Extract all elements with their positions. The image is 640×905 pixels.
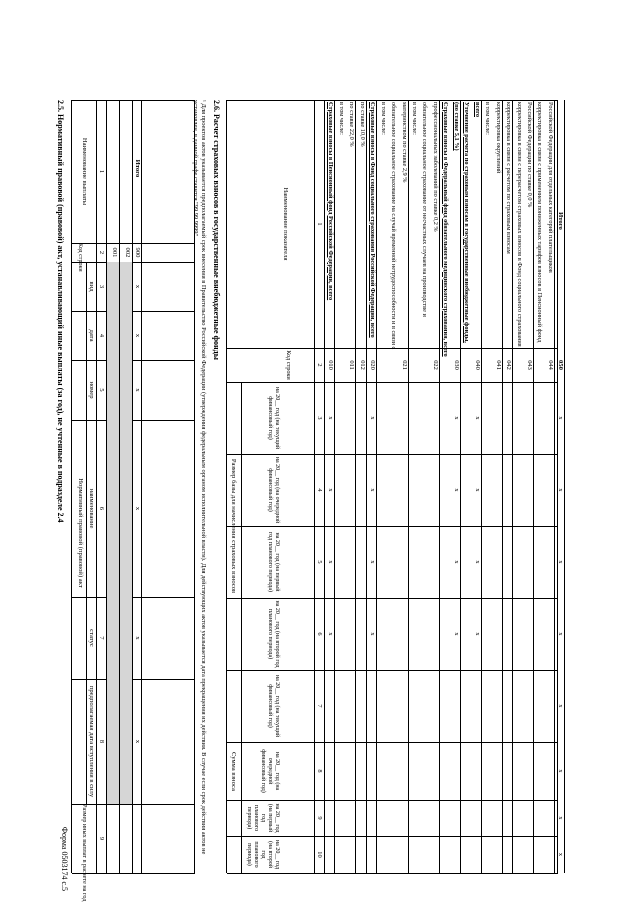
column-rule <box>227 670 558 671</box>
row-code-020: 020 <box>369 360 377 370</box>
row-code-030: 030 <box>452 360 460 370</box>
column-number: 6 <box>316 632 323 636</box>
indicator-row: по ставке 22,0 % <box>348 102 356 147</box>
total-cross: x <box>134 739 141 744</box>
period-header: на 20__ год (на второй год планового периода) <box>267 600 280 668</box>
indicator-row: по ставке 10,0 % <box>358 102 366 147</box>
row-code-041: 041 <box>494 360 502 370</box>
total-cross: x <box>557 852 565 857</box>
total-rule <box>564 100 565 873</box>
total-rule <box>141 100 142 873</box>
status-header: статус <box>88 629 95 647</box>
column-number: 3 <box>98 284 105 289</box>
indicator-row: профессиональных заболеваний по ставке 0,2 % <box>431 102 439 232</box>
row-rule <box>502 100 503 873</box>
status-date-header: предполагаемая дата вступления в силу <box>88 685 95 798</box>
row-code-044: 044 <box>546 360 554 370</box>
column-number: 4 <box>98 333 105 338</box>
total-cross: x <box>557 704 565 708</box>
indicator-row: в том числе: <box>484 102 492 135</box>
indicator-row: Страховые взносы в Фонд социального страхования Российской Федерации, всего <box>369 102 377 338</box>
indicator-row: корректировка в связи с применением пониженных тарифов взносов в Пенсионный фонд <box>536 102 544 343</box>
act-group-header: Нормативный правовой (правовой) акт <box>77 478 84 588</box>
cross-mark: x <box>369 416 377 420</box>
period-header: на 20__ год (на первый год планового периода) <box>246 803 280 833</box>
indicator-row: корректировка округлений <box>494 102 502 174</box>
total-cross: x <box>134 333 141 338</box>
column-number: 2 <box>316 363 323 367</box>
row-code-040: 040 <box>473 360 481 370</box>
row-code-011: 011 <box>348 360 356 370</box>
indicator-row: Страховые взносы в Пенсионный фонд Российской Федерации, всего <box>327 102 335 301</box>
row-rule <box>366 100 367 873</box>
cross-mark: x <box>473 560 481 564</box>
indicator-row: обязательное социальное страхование от несчастных случаев на производстве и <box>421 102 429 317</box>
type-header: вид <box>88 281 95 292</box>
column-number: 2 <box>98 250 105 255</box>
row-code-022: 022 <box>431 360 439 370</box>
cross-mark: x <box>452 416 460 420</box>
column-rule <box>227 382 558 383</box>
row-rule <box>554 100 555 873</box>
total-cross: x <box>557 488 565 492</box>
section-25-title: 2.5. Нормативный правовой (правовой) акт, устанавливающий иные выплаты (за год), не учтенные в подразделе 2.4 <box>56 100 65 523</box>
row-code-043: 043 <box>526 360 533 370</box>
cross-mark: x <box>452 632 460 636</box>
column-rule <box>227 800 558 801</box>
period-header: на 20__ год (на текущий финансовый год) <box>267 674 280 738</box>
total-cross: x <box>557 769 565 773</box>
indicator-row: (по ставке 5,1 %) <box>452 102 460 151</box>
indicator-row: материнством по ставке 2,9 % <box>400 102 408 183</box>
cross-mark: x <box>327 632 335 636</box>
table-top-border <box>71 100 72 873</box>
period-header: на 20__ год (на очередной финансовый год) <box>260 749 280 793</box>
column-number: 8 <box>316 769 323 773</box>
section-26-title: 2.6. Расчет страховых взносов в государственные внебюджетные фонды <box>212 100 221 360</box>
row-rule <box>460 100 461 873</box>
indicator-row: Российской Федерации по ставке 0,0 % <box>526 102 533 208</box>
cross-mark: x <box>327 488 335 492</box>
row-code-header: Код строки <box>285 350 292 380</box>
column-rule <box>227 836 558 837</box>
column-number: 3 <box>316 416 323 420</box>
cross-mark: x <box>369 560 377 564</box>
shaded-cells <box>107 262 133 804</box>
column-number: 7 <box>316 704 323 708</box>
payment-name-header: Наименование выплаты <box>81 137 88 206</box>
total-cross: x <box>557 816 565 820</box>
period-header: на 20__ год (на второй год планового периода) <box>246 839 280 870</box>
name-header: наименование <box>88 488 95 529</box>
indicator-row: корректировка в связи с перерасчетом страховых взносов в Фонд социального страхования <box>515 102 523 347</box>
cross-mark: x <box>473 488 481 492</box>
row-code-002: 002 <box>124 247 131 258</box>
cross-mark: x <box>473 632 481 636</box>
column-number: 1 <box>98 169 105 174</box>
cross-mark: x <box>327 416 335 420</box>
column-rule <box>227 526 558 527</box>
indicator-row: корректировка в связи с расчетом по страховым взносам <box>505 102 513 254</box>
indicator-row: Страховые взносы в Федеральный фонд обязательного медицинского страхования, всего <box>442 102 450 357</box>
cross-mark: x <box>369 488 377 492</box>
cross-mark: x <box>473 416 481 420</box>
row-rule <box>355 100 356 873</box>
sum-group-header: Сумма взноса <box>230 752 237 791</box>
section-25-footnote-line1 <box>190 100 207 860</box>
column-number: 6 <box>98 506 105 511</box>
column-number: 1 <box>316 222 323 226</box>
table-right-border <box>72 873 195 874</box>
total-cross: x <box>134 284 141 289</box>
total-label: Итого <box>557 212 565 230</box>
total-cross: x <box>134 636 141 640</box>
total-label: Итого <box>134 159 141 178</box>
total-cross: x <box>134 388 141 392</box>
row-code-042: 042 <box>505 360 513 370</box>
indicator-row: в том числе: <box>379 102 387 135</box>
row-code-header: Код строки <box>77 243 83 272</box>
total-code: 900 <box>134 247 141 258</box>
period-header: на 20__ год (на первый год планового периода) <box>267 532 280 592</box>
cross-mark: x <box>452 488 460 492</box>
indicator-row: Уточнение расчета по страховым взносам в государственные внебюджетные фонды, <box>463 102 471 343</box>
column-rule <box>227 598 558 599</box>
column-number-row-bottom <box>324 100 325 873</box>
number-header: номер <box>88 381 95 399</box>
column-number: 9 <box>98 836 105 841</box>
indicator-row: в том числе: <box>337 102 345 135</box>
table-top-border <box>226 100 227 873</box>
total-cross: x <box>557 416 565 420</box>
row-rule <box>119 100 120 873</box>
total-cross: x <box>557 560 565 564</box>
payout-size-header: Размер иных выплат в расчете на год <box>81 804 88 902</box>
column-number: 8 <box>98 739 105 744</box>
column-number: 5 <box>316 560 323 564</box>
row-code-021: 021 <box>400 360 408 370</box>
table-left-border <box>227 100 558 101</box>
row-code-010: 010 <box>327 360 335 370</box>
section-25-footnote: ¹ Для проектов актов указывается предполагаемый срок внесения в Правительство Российской Федерации (утверждения федеральным органом исполнительной власти). Для действующих актов указывается дата прекращения их действия. В случае если срок действия актов не установлен, в данной графе ставится "99.99.9999". <box>191 100 207 855</box>
row-code-012: 012 <box>358 360 366 370</box>
indicator-row: Российской Федерации для отдельных категорий плательщиков <box>546 102 554 273</box>
indicator-row: обязательное социальное страхование на случай временной нетрудоспособности и в связи с <box>390 102 398 350</box>
total-cross: x <box>134 506 141 511</box>
cross-mark: x <box>327 560 335 564</box>
column-number: 4 <box>316 488 323 492</box>
column-number: 9 <box>316 816 323 820</box>
row-rule <box>512 100 513 873</box>
row-rule <box>533 100 534 873</box>
row-rule <box>376 100 377 873</box>
cross-mark: x <box>452 560 460 564</box>
indicator-row: всего <box>473 102 481 117</box>
column-number: 7 <box>98 636 105 640</box>
row-code-001: 001 <box>111 247 118 258</box>
row-rule <box>334 100 335 873</box>
row-rule <box>408 100 409 873</box>
indicator-row: в том числе: <box>411 102 419 135</box>
total-code: 050 <box>557 360 565 370</box>
column-rule <box>72 804 195 805</box>
total-cross: x <box>557 632 565 636</box>
cross-mark: x <box>369 632 377 636</box>
column-number: 5 <box>98 388 105 392</box>
indicator-header: Наименование показателя <box>282 187 289 261</box>
period-header: на 20__ год (на очередной финансовый год) <box>267 456 280 524</box>
date-header: дата <box>88 329 95 342</box>
period-header: на 20__ год (на текущий финансовый год) <box>267 386 280 450</box>
column-number: 10 <box>316 851 323 858</box>
column-rule <box>227 742 558 743</box>
column-rule <box>227 454 558 455</box>
table-right-border <box>227 873 558 874</box>
form-code: Форма 0503174 с.5 <box>60 826 69 891</box>
row-rule <box>439 100 440 873</box>
base-group-header: Размер базы для начисления страховых взносов <box>230 458 237 594</box>
row-rule <box>481 100 482 873</box>
